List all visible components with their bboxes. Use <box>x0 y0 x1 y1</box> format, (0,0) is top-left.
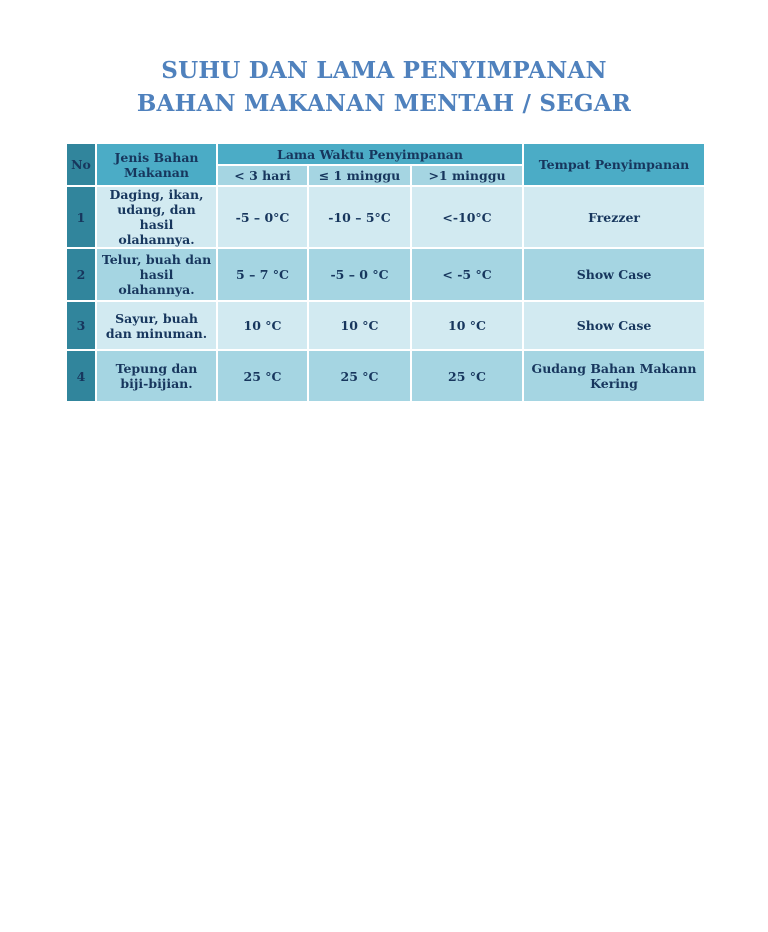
food-type: Tepung dan biji-bijian. <box>96 350 217 402</box>
header-tempat: Tempat Penyimpanan <box>523 143 705 186</box>
temp-within-1-week: 10 °C <box>308 301 411 350</box>
food-type: Telur, buah dan hasil olahannya. <box>96 248 217 301</box>
table-row <box>66 350 705 402</box>
temp-under-3-days: -5 – 0°C <box>217 186 308 248</box>
page-title-line-2: BAHAN MAKANAN MENTAH / SEGAR <box>136 90 632 117</box>
header-row <box>66 143 705 165</box>
storage-place: Show Case <box>523 301 705 350</box>
temp-under-3-days: 25 °C <box>217 350 308 402</box>
table-row <box>66 248 705 301</box>
temp-over-1-week: <-10°C <box>411 186 523 248</box>
temp-within-1-week: 25 °C <box>308 350 411 402</box>
temp-over-1-week: < -5 °C <box>411 248 523 301</box>
header-no: No <box>66 143 96 186</box>
subheader-1-minggu: ≤ 1 minggu <box>308 165 411 186</box>
row-number: 2 <box>66 248 96 301</box>
subheader-3-hari: < 3 hari <box>217 165 308 186</box>
row-number: 1 <box>66 186 96 248</box>
row-number: 4 <box>66 350 96 402</box>
temp-within-1-week: -5 – 0 °C <box>308 248 411 301</box>
temp-over-1-week: 10 °C <box>411 301 523 350</box>
page-title-line-1: SUHU DAN LAMA PENYIMPANAN <box>161 57 607 84</box>
storage-table <box>65 142 706 403</box>
temp-under-3-days: 10 °C <box>217 301 308 350</box>
table-row <box>66 301 705 350</box>
header-lama-waktu: Lama Waktu Penyimpanan <box>217 143 523 165</box>
table-row <box>66 186 705 248</box>
storage-place: Frezzer <box>523 186 705 248</box>
temp-within-1-week: -10 – 5°C <box>308 186 411 248</box>
temp-over-1-week: 25 °C <box>411 350 523 402</box>
food-type: Sayur, buah dan minuman. <box>96 301 217 350</box>
food-type: Daging, ikan, udang, dan hasil olahannya. <box>96 186 217 248</box>
header-jenis: Jenis Bahan Makanan <box>96 143 217 186</box>
temp-under-3-days: 5 – 7 °C <box>217 248 308 301</box>
row-number: 3 <box>66 301 96 350</box>
storage-place: Gudang Bahan Makann Kering <box>523 350 705 402</box>
storage-place: Show Case <box>523 248 705 301</box>
subheader-lebih-1-minggu: >1 minggu <box>411 165 523 186</box>
